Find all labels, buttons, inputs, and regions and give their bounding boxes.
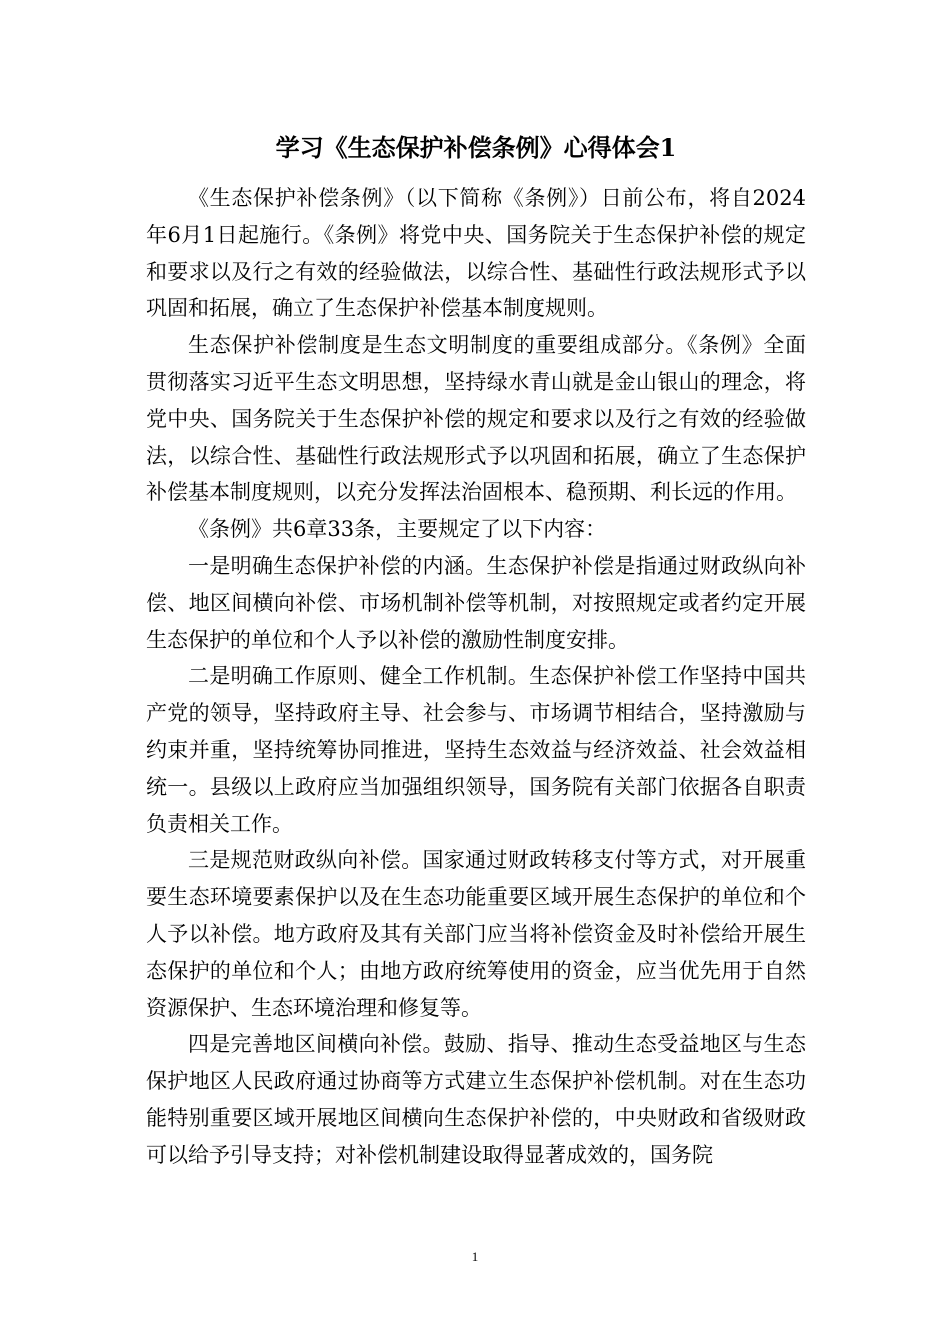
paragraph: 《条例》共6章33条，主要规定了以下内容： [188,517,607,542]
page-number: 1 [471,1249,479,1264]
document-body [146,180,806,1174]
paragraph: 生态保护补偿制度是生态文明制度的重要组成部分。《条例》全面贯彻落实习近平生态文明思想，坚持绿水青山就是金山银山的理念，将党中央、国务院关于生态保护补偿的规定和要求以及行之有效的经验做法，以综合性、基础性行政法规形式予以巩固和拓展，确立了生态保护补偿基本制度规则，以充分发挥法治固根本、稳预期、利长远的作用。 [146,333,806,505]
paragraph: 四是完善地区间横向补偿。鼓励、指导、推动生态受益地区与生态保护地区人民政府通过协商等方式建立生态保护补偿机制。对在生态功能特别重要区域开展地区间横向生态保护补偿的，中央财政和省级财政可以给予引导支持；对补偿机制建设取得显著成效的，国务院 [146,1032,806,1167]
paragraph: 《生态保护补偿条例》（以下简称《条例》）日前公布，将自2024年6月1日起施行。《条例》将党中央、国务院关于生态保护补偿的规定和要求以及行之有效的经验做法，以综合性、基础性行政法规形式予以巩固和拓展，确立了生态保护补偿基本制度规则。 [146,186,806,321]
paragraph: 三是规范财政纵向补偿。国家通过财政转移支付等方式，对开展重要生态环境要素保护以及在生态功能重要区域开展生态保护的单位和个人予以补偿。地方政府及其有关部门应当将补偿资金及时补偿给开展生态保护的单位和个人；由地方政府统筹使用的资金，应当优先用于自然资源保护、生态环境治理和修复等。 [146,848,806,1020]
document-title: 学习《生态保护补偿条例》心得体会1 [275,133,677,162]
paragraph: 二是明确工作原则、健全工作机制。生态保护补偿工作坚持中国共产党的领导，坚持政府主导、社会参与、市场调节相结合，坚持激励与约束并重，坚持统筹协同推进，坚持生态效益与经济效益、社会效益相统一。县级以上政府应当加强组织领导，国务院有关部门依据各自职责负责相关工作。 [146,664,806,836]
paragraph: 一是明确生态保护补偿的内涵。生态保护补偿是指通过财政纵向补偿、地区间横向补偿、市场机制补偿等机制，对按照规定或者约定开展生态保护的单位和个人予以补偿的激励性制度安排。 [146,553,806,652]
